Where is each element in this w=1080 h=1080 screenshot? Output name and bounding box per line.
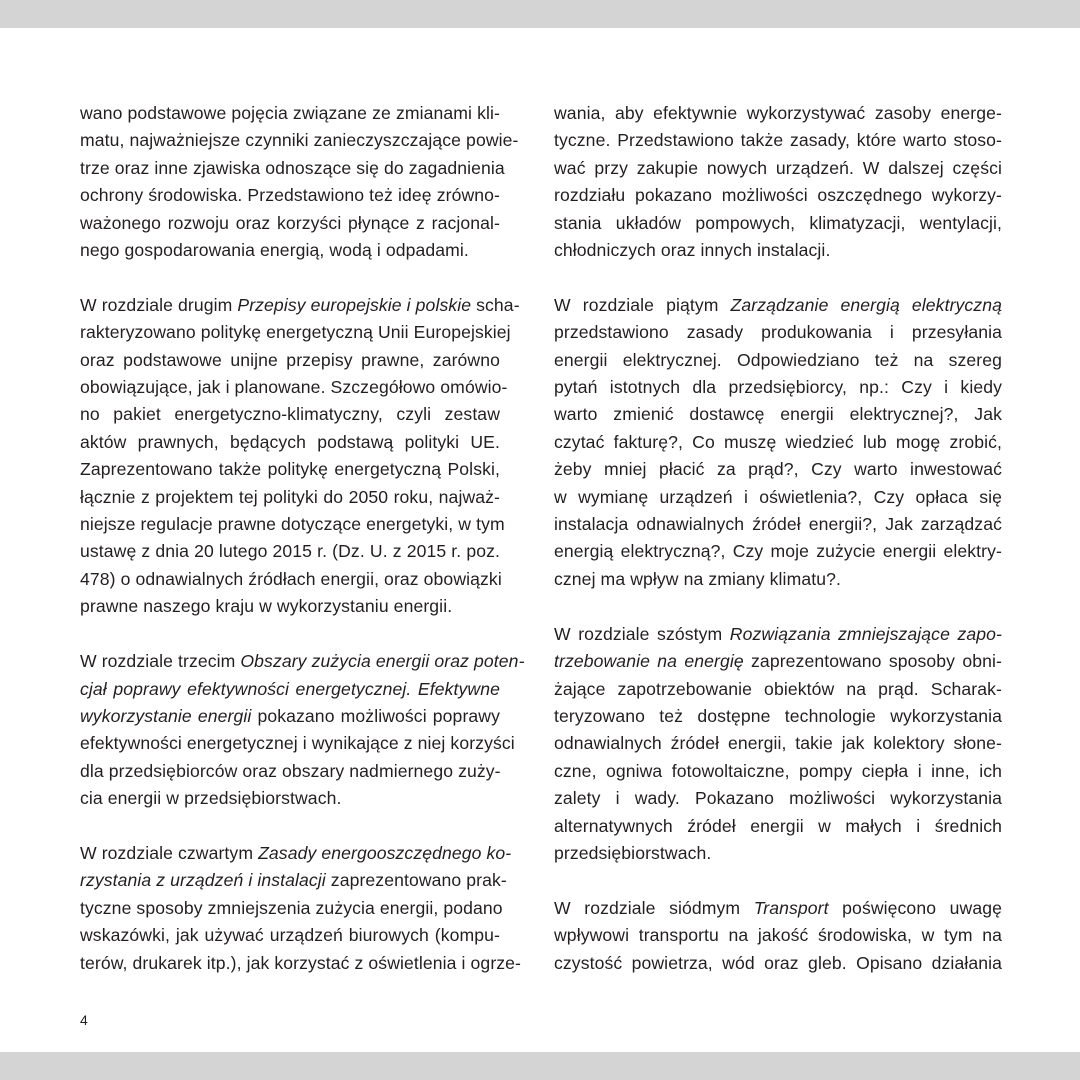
text-run: aktów prawnych, będących podstawą polityki UE.: [80, 431, 500, 452]
text-line: [80, 319, 511, 346]
text-run: zalety i wady. Pokazano możliwości wykorzystania: [554, 788, 1002, 809]
text-line: [80, 895, 503, 922]
text-line: [554, 374, 1002, 401]
top-band: [0, 0, 1080, 28]
text-run: wania, aby efektywnie wykorzystywać zasoby energe-: [554, 103, 1002, 123]
text-run: energią elektryczną?, Czy moje zużycie energii elektry-: [554, 541, 1002, 562]
italic-title: wykorzystanie energii: [80, 705, 252, 726]
text-line: [80, 155, 505, 182]
text-run: terów, drukarek itp.), jak korzystać z oświetlenia i ogrze-: [80, 952, 522, 973]
text-run: tyczne. Przedstawiono także zasady, które warto stoso-: [554, 130, 1002, 151]
bottom-band: [0, 1052, 1080, 1080]
text-run: teryzowano też dostępne technologie wykorzystania: [554, 705, 1002, 726]
text-run: wano podstawowe pojęcia związane ze zmianami kli-: [80, 103, 500, 123]
text-line: [554, 840, 1002, 867]
text-run: W rozdziale czwartym: [80, 842, 259, 863]
paragraph: [554, 100, 1002, 264]
text-line: [554, 182, 1002, 209]
text-line: [554, 127, 1002, 154]
text-run: cznej ma wpływ na zmiany klimatu?.: [554, 568, 841, 589]
text-run: cia energii w przedsiębiorstwach.: [80, 788, 342, 809]
text-run: nego gospodarowania energią, wodą i odpadami.: [80, 240, 469, 261]
text-line: [554, 237, 1002, 264]
text-line: [80, 401, 500, 428]
text-line: [80, 347, 500, 374]
text-run: matu, najważniejsze czynniki zanieczyszczające powie-: [80, 130, 519, 151]
text-line: [80, 703, 500, 730]
text-run: łącznie z projektem tej polityki do 2050 roku, najważ-: [80, 486, 500, 507]
text-line: [80, 566, 500, 593]
text-run: scha-: [471, 294, 520, 315]
text-line: [80, 922, 500, 949]
text-run: W rozdziale siódmym: [554, 897, 754, 918]
text-line: [554, 429, 1002, 456]
text-line: [80, 840, 512, 867]
text-run: W rozdziale drugim: [80, 294, 238, 315]
paragraph: [80, 292, 520, 621]
italic-title: trzebowanie na energię: [554, 651, 744, 672]
text-run: niejsze regulacje prawne dotyczące energetyki, w tym: [80, 514, 505, 535]
text-line: [554, 401, 1002, 428]
paragraph: [554, 621, 1002, 868]
text-line: [554, 950, 1002, 977]
text-line: [554, 758, 1002, 785]
text-line: [554, 730, 1002, 757]
text-line: [80, 237, 500, 264]
text-line: [554, 155, 1002, 182]
text-line: [80, 127, 519, 154]
text-line: [80, 484, 500, 511]
text-run: stania układów pompowych, klimatyzacji, wentylacji,: [554, 212, 1002, 233]
text-run: dla przedsiębiorców oraz obszary nadmiernego zuży-: [80, 760, 501, 781]
text-run: żające zapotrzebowanie obiektów na prąd. Scharak-: [554, 678, 1002, 699]
text-run: prawne naszego kraju w wykorzystaniu energii.: [80, 596, 453, 617]
text-run: przedstawiono zasady produkowania i przesyłania: [554, 322, 1002, 343]
text-line: [554, 347, 1002, 374]
text-run: W rozdziale szóstym: [554, 623, 730, 644]
text-run: czystość powietrza, wód oraz gleb. Opisano działania: [554, 952, 1002, 973]
text-line: [80, 511, 505, 538]
text-run: no pakiet energetyczno-klimatyczny, czyli zestaw: [80, 404, 500, 425]
text-line: [80, 292, 520, 319]
text-run: rakteryzowano politykę energetyczną Unii Europejskiej: [80, 322, 511, 343]
text-line: [554, 538, 1002, 565]
text-run: Zaprezentowano także politykę energetyczną Polski,: [80, 459, 500, 480]
text-run: instalacja odnawialnych źródeł energii?, Jak zarządzać: [554, 514, 1002, 535]
paragraph: [80, 840, 522, 977]
text-run: energii elektrycznej. Odpowiedziano też na szereg: [554, 349, 1002, 370]
text-line: [80, 100, 500, 127]
text-line: [80, 456, 500, 483]
text-line: [80, 182, 500, 209]
text-run: pytań istotnych dla przedsiębiorcy, np.: Czy i kiedy: [554, 377, 1002, 398]
text-run: ustawę z dnia 20 lutego 2015 r. (Dz. U. z 2015 r. poz.: [80, 541, 500, 562]
text-run: wskazówki, jak używać urządzeń biurowych (kompu-: [80, 925, 500, 946]
text-run: 478) o odnawialnych źródłach energii, oraz obowiązki: [80, 568, 502, 589]
text-line: [554, 210, 1002, 237]
text-run: przedsiębiorstwach.: [554, 842, 712, 863]
text-line: [554, 566, 1002, 593]
text-line: [554, 895, 1002, 922]
text-run: alternatywnych źródeł energii w małych i średnich: [554, 815, 1002, 836]
text-line: [80, 210, 500, 237]
italic-title: cjał poprawy efektywności energetycznej. Efektywne: [80, 678, 500, 699]
text-run: odnawialnych źródeł energii, takie jak kolektory słone-: [554, 733, 1002, 754]
text-line: [554, 703, 1002, 730]
text-run: pokazano możliwości poprawy: [251, 705, 500, 726]
text-run: efektywności energetycznej i wynikające z niej korzyści: [80, 733, 515, 754]
text-line: [554, 676, 1002, 703]
text-run: warto zmienić dostawcę energii elektrycznej?, Jak: [554, 404, 1002, 425]
text-line: [554, 319, 1002, 346]
paragraph: [554, 895, 1002, 977]
text-line: [554, 511, 1002, 538]
text-run: żeby mniej płacić za prąd?, Czy warto inwestować: [554, 459, 1002, 480]
left-column: [80, 100, 525, 1004]
text-line: [80, 730, 515, 757]
text-run: W rozdziale trzecim: [80, 651, 241, 672]
italic-title: Zarządzanie energią elektryczną: [730, 294, 1002, 315]
text-run: obowiązujące, jak i planowane. Szczegółowo omówio-: [80, 377, 508, 398]
text-line: [554, 484, 1002, 511]
page-number: 4: [80, 1012, 88, 1028]
text-line: [80, 676, 500, 703]
text-run: W rozdziale piątym: [554, 294, 731, 315]
text-run: w wymianę urządzeń i oświetlenia?, Czy opłaca się: [554, 486, 1002, 507]
text-line: [80, 538, 500, 565]
italic-title: Przepisy europejskie i polskie: [237, 294, 472, 315]
text-line: [554, 100, 1002, 127]
italic-title: rzystania z urządzeń i instalacji: [80, 870, 326, 891]
text-run: oraz podstawowe unijne przepisy prawne, zarówno: [80, 349, 500, 370]
text-line: [554, 456, 1002, 483]
text-line: [554, 292, 1002, 319]
text-run: chłodniczych oraz innych instalacji.: [554, 240, 831, 261]
text-run: poświęcono uwagę: [828, 897, 1002, 918]
text-run: ważonego rozwoju oraz korzyści płynące z racjonal-: [80, 212, 500, 233]
text-run: rozdziału pokazano możliwości oszczędnego wykorzy-: [554, 185, 1002, 206]
italic-title: Transport: [753, 897, 829, 918]
paragraph: [80, 648, 525, 812]
text-run: zaprezentowano sposoby obni-: [743, 651, 1002, 672]
text-line: [80, 950, 522, 977]
text-line: [80, 374, 508, 401]
text-line: [554, 785, 1002, 812]
text-line: [554, 813, 1002, 840]
text-line: [80, 758, 500, 785]
text-line: [80, 867, 507, 894]
paragraph: [554, 292, 1002, 593]
italic-title: Zasady energooszczędnego ko-: [258, 842, 512, 863]
italic-title: Rozwiązania zmniejszające zapo-: [729, 623, 1002, 644]
text-run: ochrony środowiska. Przedstawiono też ideę zrówno-: [80, 185, 500, 206]
text-run: trze oraz inne zjawiska odnoszące się do zagadnienia: [80, 157, 505, 178]
text-run: wpływowi transportu na jakość środowiska, w tym na: [554, 925, 1002, 946]
text-run: tyczne sposoby zmniejszenia zużycia energii, podano: [80, 897, 503, 918]
text-run: czne, ogniwa fotowoltaiczne, pompy ciepła i inne, ich: [554, 760, 1002, 781]
italic-title: Obszary zużycia energii oraz poten-: [240, 651, 525, 672]
paragraph: [80, 100, 519, 264]
text-run: wać przy zakupie nowych urządzeń. W dalszej części: [554, 157, 1002, 178]
text-line: [80, 429, 500, 456]
text-line: [554, 648, 1002, 675]
right-column: [554, 100, 1002, 1004]
text-run: czytać fakturę?, Co muszę wiedzieć lub mogę zrobić,: [554, 431, 1002, 452]
text-line: [554, 922, 1002, 949]
text-run: zaprezentowano prak-: [325, 870, 507, 891]
text-line: [80, 785, 500, 812]
text-line: [554, 621, 1002, 648]
text-line: [80, 593, 500, 620]
text-line: [80, 648, 525, 675]
